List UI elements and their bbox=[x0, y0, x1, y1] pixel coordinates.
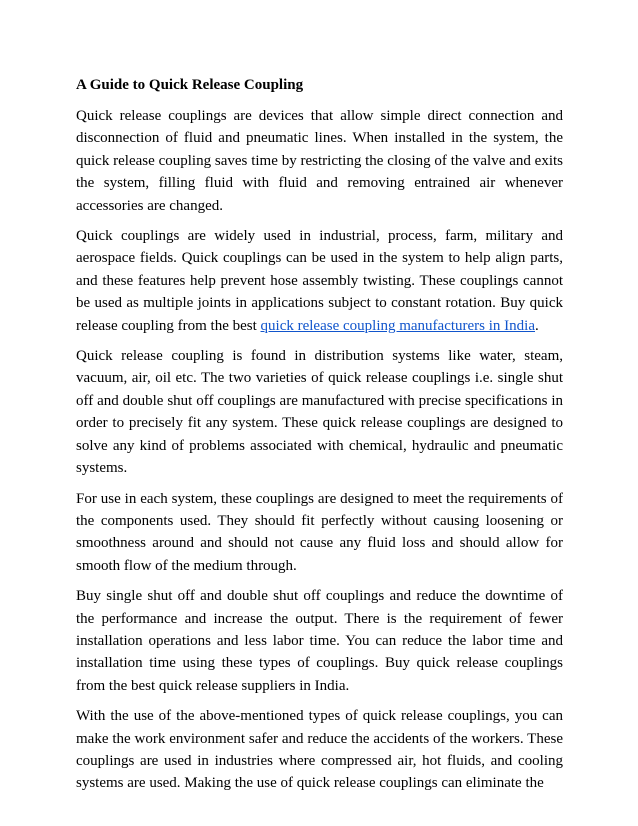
paragraph-2-text: Quick couplings are widely used in industrial, process, farm, military and aerospace fields. Quick couplings can be used in the system to help align parts, and these features help prevent hose assembly twisting. These couplings cannot be used as multiple joints in applications subject to constant rotation. Buy quick release coupling from the best bbox=[76, 228, 563, 334]
paragraph-3: Quick release coupling is found in distribution systems like water, steam, vacuum, air, oil etc. The two varieties of quick release couplings i.e. single shut off and double shut off couplings are manufactured with precise specifications in order to precisely fit any system. These quick release couplings are designed to solve any kind of problems associated with chemical, hydraulic and pneumatic systems. bbox=[76, 348, 563, 477]
document-title: A Guide to Quick Release Coupling bbox=[76, 77, 304, 93]
paragraph-5: Buy single shut off and double shut off couplings and reduce the downtime of the performance and increase the output. There is the requirement of fewer installation operations and less labor time. You can reduce the labor time and installation time using these types of couplings. Buy quick release couplings from the best quick release suppliers in India. bbox=[76, 588, 563, 694]
document-page bbox=[76, 74, 563, 803]
paragraph-2 bbox=[76, 225, 563, 337]
paragraph-4: For use in each system, these couplings are designed to meet the requirements of the components used. They should fit perfectly without causing loosening or smoothness around and should not cause any fluid loss and should allow for smooth flow of the medium through. bbox=[76, 490, 563, 574]
paragraph-2-end: . bbox=[535, 317, 539, 334]
paragraph-1: Quick release couplings are devices that allow simple direct connection and disconnection of fluid and pneumatic lines. When installed in the system, the quick release coupling saves time by restricting the closing of the valve and exits the system, filling fluid with fluid and removing entrained air whenever accessories are changed. bbox=[76, 108, 563, 214]
manufacturers-link[interactable]: quick release coupling manufacturers in India bbox=[260, 317, 536, 334]
paragraph-6: With the use of the above-mentioned types of quick release couplings, you can make the work environment safer and reduce the accidents of the workers. These couplings are used in industries where compressed air, hot fluids, and cooling systems are used. Making the use of quick release couplings can eliminate the bbox=[76, 708, 563, 792]
